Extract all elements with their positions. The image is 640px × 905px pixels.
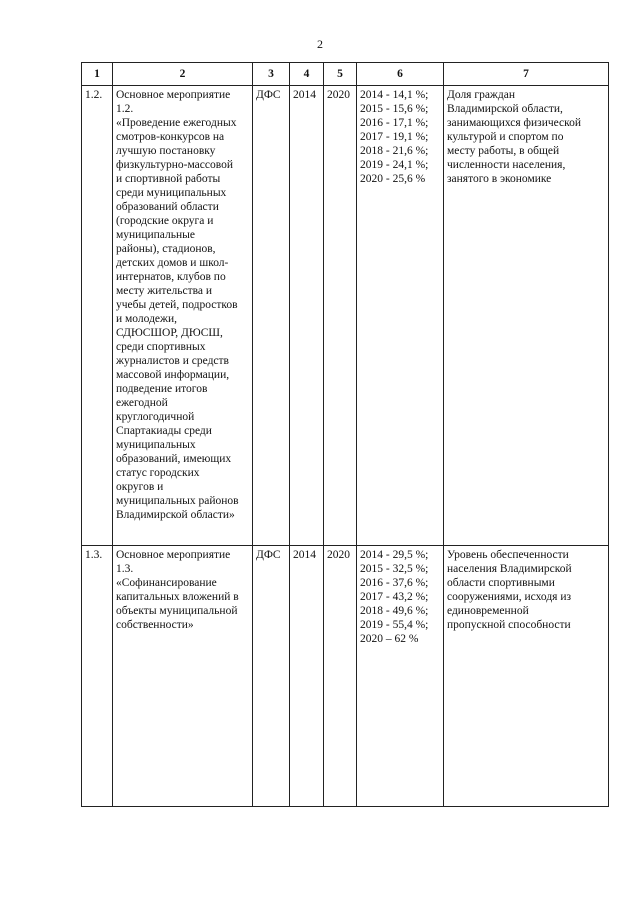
target-values [357, 86, 444, 546]
measure-title-line: муниципальных [116, 439, 196, 451]
target-values-line: 2019 - 24,1 %; [360, 159, 429, 171]
measure-title-line: объекты муниципальной [116, 605, 238, 617]
header-row [82, 63, 609, 86]
row-number: 1.3. [82, 546, 113, 807]
measure-title-line: детских домов и школ- [116, 257, 229, 269]
indicator-line: населения Владимирской [447, 563, 572, 575]
indicator [444, 546, 609, 807]
measure-title-line: ежегодной [116, 397, 168, 409]
measure-title [113, 546, 253, 807]
target-values-line: 2018 - 49,6 %; [360, 605, 429, 617]
indicator-line: культурой и спортом по [447, 131, 564, 143]
header-col-1: 1 [82, 63, 113, 86]
header-col-3: 3 [253, 63, 290, 86]
indicator-line: Владимирской области, [447, 103, 563, 115]
table-row [82, 86, 609, 546]
indicator-line: области спортивными [447, 577, 555, 589]
header-col-4: 4 [290, 63, 324, 86]
indicator-line: занимающихся физической [447, 117, 582, 129]
measure-title-line: «Софинансирование [116, 577, 217, 589]
target-values-line: 2018 - 21,6 %; [360, 145, 429, 157]
end-year: 2020 [324, 546, 357, 807]
measure-title-line: Основное мероприятие [116, 549, 231, 561]
row-number: 1.2. [82, 86, 113, 546]
measure-title-line: Владимирской области» [116, 509, 235, 521]
page-number: 2 [317, 37, 323, 51]
header-col-5: 5 [324, 63, 357, 86]
header-col-2: 2 [113, 63, 253, 86]
measure-title-line: журналистов и средств [116, 355, 229, 367]
target-values-line: 2019 - 55,4 %; [360, 619, 429, 631]
measure-title-line: 1.2. [116, 103, 134, 115]
measure-title-line: (городские округа и [116, 215, 214, 227]
executor: ДФС [253, 86, 290, 546]
measure-title-line: районы), стадионов, [116, 243, 216, 255]
measure-title-line: физкультурно-массовой [116, 159, 233, 171]
indicator-line: сооружениями, исходя из [447, 591, 572, 603]
indicator-line: единовременной [447, 605, 529, 617]
target-values-line: 2015 - 32,5 %; [360, 563, 429, 575]
indicator-line: пропускной способности [447, 619, 571, 631]
measure-title-line: среди муниципальных [116, 187, 227, 199]
measure-title-line: Основное мероприятие [116, 89, 231, 101]
measure-title-line: среди спортивных [116, 341, 206, 353]
indicator-line: численности населения, [447, 159, 566, 171]
indicator-line: Доля граждан [447, 89, 515, 101]
indicator [444, 86, 609, 546]
measure-title-line: СДЮСШОР, ДЮСШ, [116, 327, 223, 339]
target-values-line: 2020 – 62 % [360, 633, 419, 645]
measure-title-line: округов и [116, 481, 164, 493]
header-col-7: 7 [444, 63, 609, 86]
measure-title-line: муниципальных районов [116, 495, 239, 507]
target-values-line: 2015 - 15,6 %; [360, 103, 429, 115]
indicator-line: месту работы, в общей [447, 145, 560, 157]
target-values [357, 546, 444, 807]
header-col-6: 6 [357, 63, 444, 86]
table-row [82, 546, 609, 807]
measure-title [113, 86, 253, 546]
end-year: 2020 [324, 86, 357, 546]
measure-title-line: «Проведение ежегодных [116, 117, 237, 129]
measure-title-line: лучшую постановку [116, 145, 216, 157]
measure-title-line: 1.3. [116, 563, 134, 575]
measure-title-line: образований, имеющих [116, 453, 232, 465]
target-values-line: 2016 - 17,1 %; [360, 117, 429, 129]
target-values-line: 2014 - 29,5 %; [360, 549, 429, 561]
program-table [81, 62, 609, 807]
measure-title-line: Спартакиады среди [116, 425, 212, 437]
target-values-line: 2020 - 25,6 % [360, 173, 426, 185]
target-values-line: 2014 - 14,1 %; [360, 89, 429, 101]
target-values-line: 2017 - 43,2 %; [360, 591, 429, 603]
measure-title-line: подведение итогов [116, 383, 208, 395]
start-year: 2014 [290, 546, 324, 807]
measure-title-line: и спортивной работы [116, 173, 221, 185]
measure-title-line: собственности» [116, 619, 194, 631]
target-values-line: 2016 - 37,6 %; [360, 577, 429, 589]
measure-title-line: и молодежи, [116, 313, 177, 325]
measure-title-line: массовой информации, [116, 369, 230, 381]
target-values-line: 2017 - 19,1 %; [360, 131, 429, 143]
measure-title-line: интернатов, клубов по [116, 271, 226, 283]
measure-title-line: статус городских [116, 467, 200, 479]
measure-title-line: образований области [116, 201, 219, 213]
measure-title-line: капитальных вложений в [116, 591, 239, 603]
measure-title-line: круглогодичной [116, 411, 195, 423]
measure-title-line: учебы детей, подростков [116, 299, 238, 311]
measure-title-line: месту жительства и [116, 285, 213, 297]
indicator-line: Уровень обеспеченности [447, 549, 569, 561]
measure-title-line: смотров-конкурсов на [116, 131, 225, 143]
start-year: 2014 [290, 86, 324, 546]
measure-title-line: муниципальные [116, 229, 195, 241]
executor: ДФС [253, 546, 290, 807]
indicator-line: занятого в экономике [447, 173, 552, 185]
